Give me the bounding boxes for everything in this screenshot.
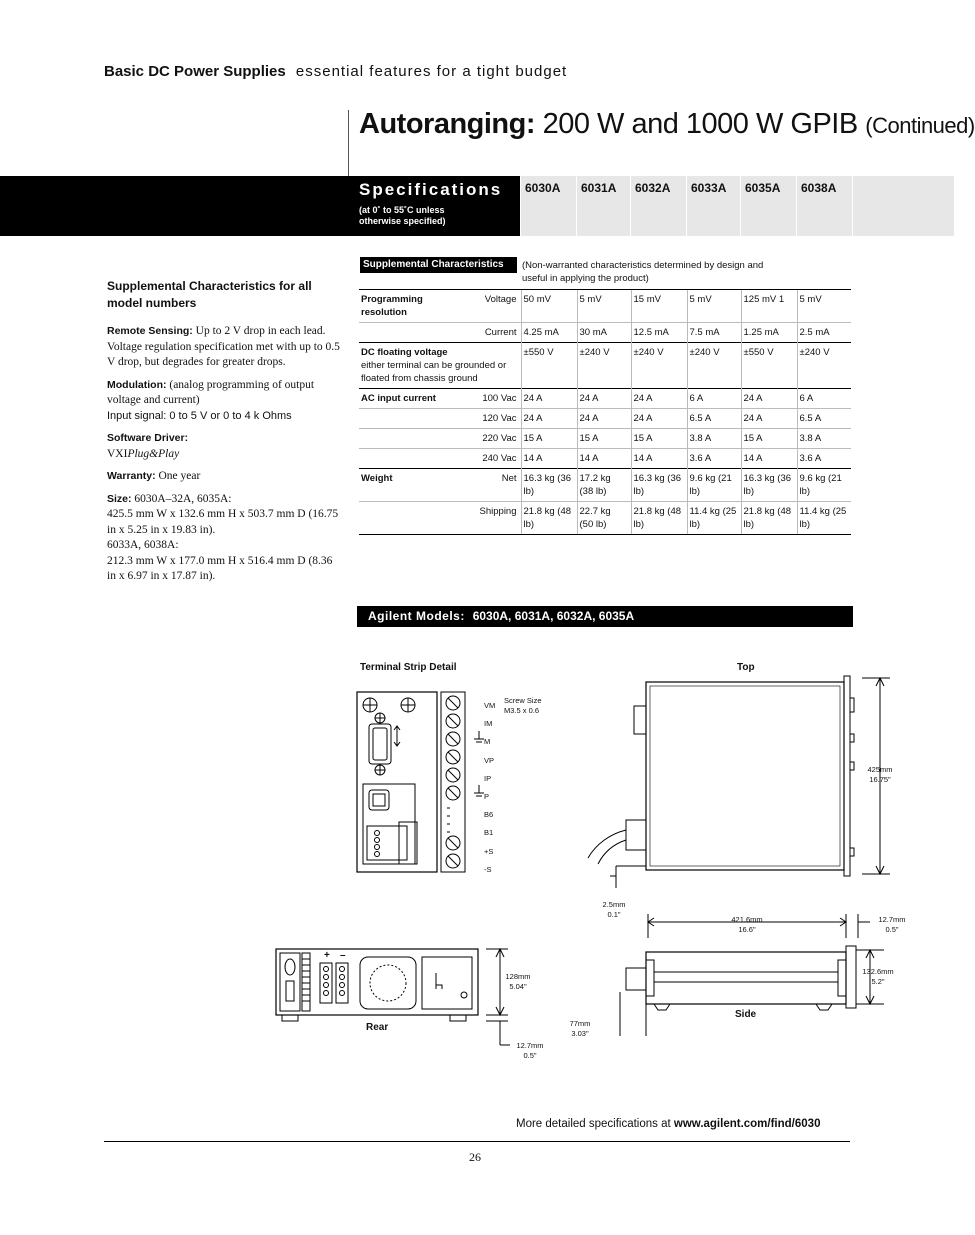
spec-cell: ±240 V — [577, 343, 631, 389]
spec-row — [359, 469, 851, 502]
spec-row-label — [359, 449, 471, 469]
spec-cell: 21.8 kg (48 lb) — [741, 502, 797, 535]
spec-row-sub: Current — [471, 323, 521, 343]
spec-cell: 21.8 kg (48 lb) — [631, 502, 687, 535]
sw-italic: Plug&Play — [127, 447, 180, 460]
warranty — [107, 469, 343, 485]
size-dims-2: 212.3 mm W x 177.0 mm H x 516.4 mm D (8.36 in x 6.97 in x 17.87 in). — [107, 554, 333, 582]
mod-text: (analog programming of output voltage and current) — [107, 378, 315, 406]
terminal-vp: VP — [484, 755, 495, 765]
remote-text: Up to 2 V drop in each lead. Voltage regulation specification met with up to 0.5 V drop, but degrades for greater drops. — [107, 325, 340, 368]
size-models-1: 6030A–32A, 6035A: — [134, 492, 232, 505]
spec-row — [359, 323, 851, 343]
remote-label: Remote Sensing: — [107, 325, 193, 337]
spec-row-sub: 220 Vac — [471, 429, 521, 449]
side-front-dim: 12.7mm 0.5" — [878, 915, 906, 934]
spec-row — [359, 429, 851, 449]
spec-cell: 2.5 mA — [797, 323, 851, 343]
terminal-m: M — [484, 737, 491, 747]
spec-cell: 125 mV 1 — [741, 290, 797, 323]
top-view-label: Top — [737, 662, 755, 673]
spec-cell: 15 A — [631, 429, 687, 449]
spec-cell: 15 mV — [631, 290, 687, 323]
spec-cell: 16.3 kg (36 lb) — [631, 469, 687, 502]
spec-row-label — [359, 409, 471, 429]
spec-cell: 5 mV — [687, 290, 741, 323]
size — [107, 492, 343, 585]
spec-cell: 6.5 A — [687, 409, 741, 429]
spec-cell: 9.6 kg (21 lb) — [687, 469, 741, 502]
spec-subtitle: (at 0˚ to 55˚C unless otherwise specified) — [359, 205, 446, 226]
spec-cell: 14 A — [521, 449, 577, 469]
spec-cell: 4.25 mA — [521, 323, 577, 343]
spec-row-label — [359, 469, 471, 502]
spec-label-text: Programming resolution — [361, 294, 423, 318]
warranty-text: One year — [158, 470, 201, 482]
spec-cell: 15 A — [577, 429, 631, 449]
spec-row-label — [359, 323, 471, 343]
size-models-2: 6033A, 6038A: — [107, 539, 179, 551]
rear-height-dim: 128mm 5.04" — [505, 972, 531, 991]
spec-cell: 12.5 mA — [631, 323, 687, 343]
title-rest: 200 W and 1000 W GPIB — [542, 108, 858, 140]
spec-row-label — [359, 290, 471, 323]
spec-cell: 17.2 kg (38 lb) — [577, 469, 631, 502]
spec-cell: 50 mV — [521, 290, 577, 323]
spec-label-text: AC input current — [361, 393, 436, 404]
spec-cell: 24 A — [577, 409, 631, 429]
spec-cell: 24 A — [741, 389, 797, 409]
screw-size-note: Screw Size M3.5 x 0.6 — [504, 696, 542, 715]
terminal-plus-s: +S — [484, 846, 494, 856]
left-column — [107, 278, 343, 592]
model-col-6032a: 6032A — [630, 176, 686, 236]
size-dims-1: 425.5 mm W x 132.6 mm H x 503.7 mm D (16.75 in x 5.25 in x 19.83 in). — [107, 508, 339, 536]
warranty-label: Warranty: — [107, 470, 156, 482]
spec-cell: 16.3 kg (36 lb) — [521, 469, 577, 502]
spec-row — [359, 389, 851, 409]
spec-cell: 14 A — [577, 449, 631, 469]
top-offset-dim: 2.5mm 0.1" — [602, 900, 626, 919]
spec-cell: 15 A — [741, 429, 797, 449]
spec-cell: 6.5 A — [797, 409, 851, 429]
spec-title: Specifications — [359, 180, 503, 199]
model-col-6035a: 6035A — [740, 176, 796, 236]
spec-cell: 24 A — [521, 389, 577, 409]
top-view-drawing — [580, 672, 900, 882]
spec-cell: ±240 V — [631, 343, 687, 389]
footer-rule — [104, 1141, 850, 1142]
software-driver — [107, 431, 343, 462]
models-list: 6030A, 6031A, 6032A, 6035A — [472, 609, 635, 623]
rear-foot-dim: 12.7mm 0.5" — [516, 1041, 544, 1060]
spec-cell: 22.7 kg (50 lb) — [577, 502, 631, 535]
terminal-im: IM — [484, 719, 493, 729]
spec-row — [359, 409, 851, 429]
sw-prefix: VXI — [107, 447, 128, 460]
mod-label: Modulation: — [107, 378, 167, 391]
supplemental-note: (Non-warranted characteristics determined by design and useful in applying the product) — [522, 260, 764, 284]
spec-row-sub: Voltage — [471, 290, 521, 323]
spec-cell: 24 A — [631, 409, 687, 429]
spec-row — [359, 290, 851, 323]
spec-row-label — [359, 429, 471, 449]
model-col-6033a: 6033A — [686, 176, 740, 236]
spec-row-sub: 240 Vac — [471, 449, 521, 469]
spec-cell: 24 A — [577, 389, 631, 409]
side-view-label: Side — [735, 1009, 757, 1020]
sw-label: Software Driver: — [107, 432, 189, 444]
size-label: Size: — [107, 492, 132, 505]
section-tagline: essential features for a tight budget — [295, 63, 568, 80]
spec-cell: ±550 V — [741, 343, 797, 389]
spec-cell: 5 mV — [797, 290, 851, 323]
spec-row-label — [359, 502, 471, 535]
spec-cell: 15 A — [521, 429, 577, 449]
spec-cell: 11.4 kg (25 lb) — [797, 502, 851, 535]
terminal-ip: IP — [484, 773, 492, 783]
top-height-dim: 425mm 16.75" — [867, 765, 893, 784]
spec-cell: 30 mA — [577, 323, 631, 343]
rear-view-label: Rear — [366, 1022, 389, 1033]
left-heading: Supplemental Characteristics for all model numbers — [107, 279, 312, 310]
spec-label-note: either terminal can be grounded or floated from chassis ground — [361, 360, 507, 384]
spec-row-sub: Net — [471, 469, 521, 502]
footer-more-info — [516, 1118, 820, 1130]
models-label: Agilent Models: — [368, 609, 465, 623]
terminal-b1: B1 — [484, 828, 494, 838]
models-bar — [357, 606, 853, 627]
spec-row — [359, 343, 851, 389]
terminal-b6: B6 — [484, 810, 494, 820]
terminal-strip-drawing — [355, 690, 545, 876]
spec-row — [359, 502, 851, 535]
spec-cell: 5 mV — [577, 290, 631, 323]
spec-row-sub: 100 Vac — [471, 389, 521, 409]
section-name: Basic DC Power Supplies — [104, 63, 286, 80]
spec-row-sub: 120 Vac — [471, 409, 521, 429]
rear-minus-label: – — [340, 950, 346, 961]
rear-view-drawing — [272, 945, 522, 1065]
spec-cell: 6 A — [797, 389, 851, 409]
modulation — [107, 378, 343, 425]
spec-cell: 6 A — [687, 389, 741, 409]
model-col-6031a: 6031A — [576, 176, 630, 236]
page-title — [359, 108, 975, 141]
title-bold: Autoranging: — [359, 108, 536, 140]
spec-cell: 1.25 mA — [741, 323, 797, 343]
spec-table — [359, 289, 851, 535]
spec-cell: ±550 V — [521, 343, 577, 389]
spec-cell: 16.3 kg (36 lb) — [741, 469, 797, 502]
spec-cell: 21.8 kg (48 lb) — [521, 502, 577, 535]
model-col-6038a: 6038A — [796, 176, 852, 236]
spec-cell: 14 A — [741, 449, 797, 469]
spec-cell: 3.8 A — [687, 429, 741, 449]
spec-cell: 24 A — [631, 389, 687, 409]
spec-cell: 14 A — [631, 449, 687, 469]
supplemental-tag: Supplemental Characteristics — [360, 257, 517, 273]
spec-cell: 24 A — [741, 409, 797, 429]
spec-cell: ±240 V — [797, 343, 851, 389]
remote-sensing — [107, 324, 343, 371]
terminal-strip-title: Terminal Strip Detail — [360, 662, 457, 673]
terminal-vm: VM — [484, 701, 496, 710]
spec-row-sub: Shipping — [471, 502, 521, 535]
rear-plus-label: + — [324, 950, 330, 961]
terminal-minus-s: -S — [484, 864, 492, 874]
side-depth-dim: 77mm 3.03" — [569, 1019, 591, 1038]
spec-label-text: Weight — [361, 473, 393, 484]
spec-row — [359, 449, 851, 469]
section-header — [104, 63, 567, 80]
spec-cell: 24 A — [521, 409, 577, 429]
model-col-blank — [852, 176, 954, 236]
side-width-dim: 421.6mm 16.6" — [731, 915, 763, 934]
title-divider — [348, 110, 349, 176]
model-col-6030a: 6030A — [520, 176, 576, 236]
page-number: 26 — [469, 1150, 481, 1164]
spec-label-text: DC floating voltage — [361, 347, 448, 358]
spec-cell: 3.6 A — [797, 449, 851, 469]
terminal-labels — [484, 697, 495, 879]
side-height-dim: 132.6mm 5.2" — [862, 967, 894, 986]
spec-cell: ±240 V — [687, 343, 741, 389]
footer-text: More detailed specifications at — [516, 1118, 671, 1130]
spec-cell: 9.6 kg (21 lb) — [797, 469, 851, 502]
spec-row-label — [359, 389, 471, 409]
title-continued: (Continued) — [865, 113, 975, 138]
spec-cell: 7.5 mA — [687, 323, 741, 343]
mod-input: Input signal: 0 to 5 V or 0 to 4 k Ohms — [107, 409, 292, 422]
terminal-p: P — [484, 792, 490, 802]
spec-cell: 3.8 A — [797, 429, 851, 449]
spec-row-label — [359, 343, 521, 389]
spec-cell: 11.4 kg (25 lb) — [687, 502, 741, 535]
model-columns — [520, 176, 954, 236]
spec-cell: 3.6 A — [687, 449, 741, 469]
footer-url[interactable]: www.agilent.com/find/6030 — [673, 1118, 821, 1130]
